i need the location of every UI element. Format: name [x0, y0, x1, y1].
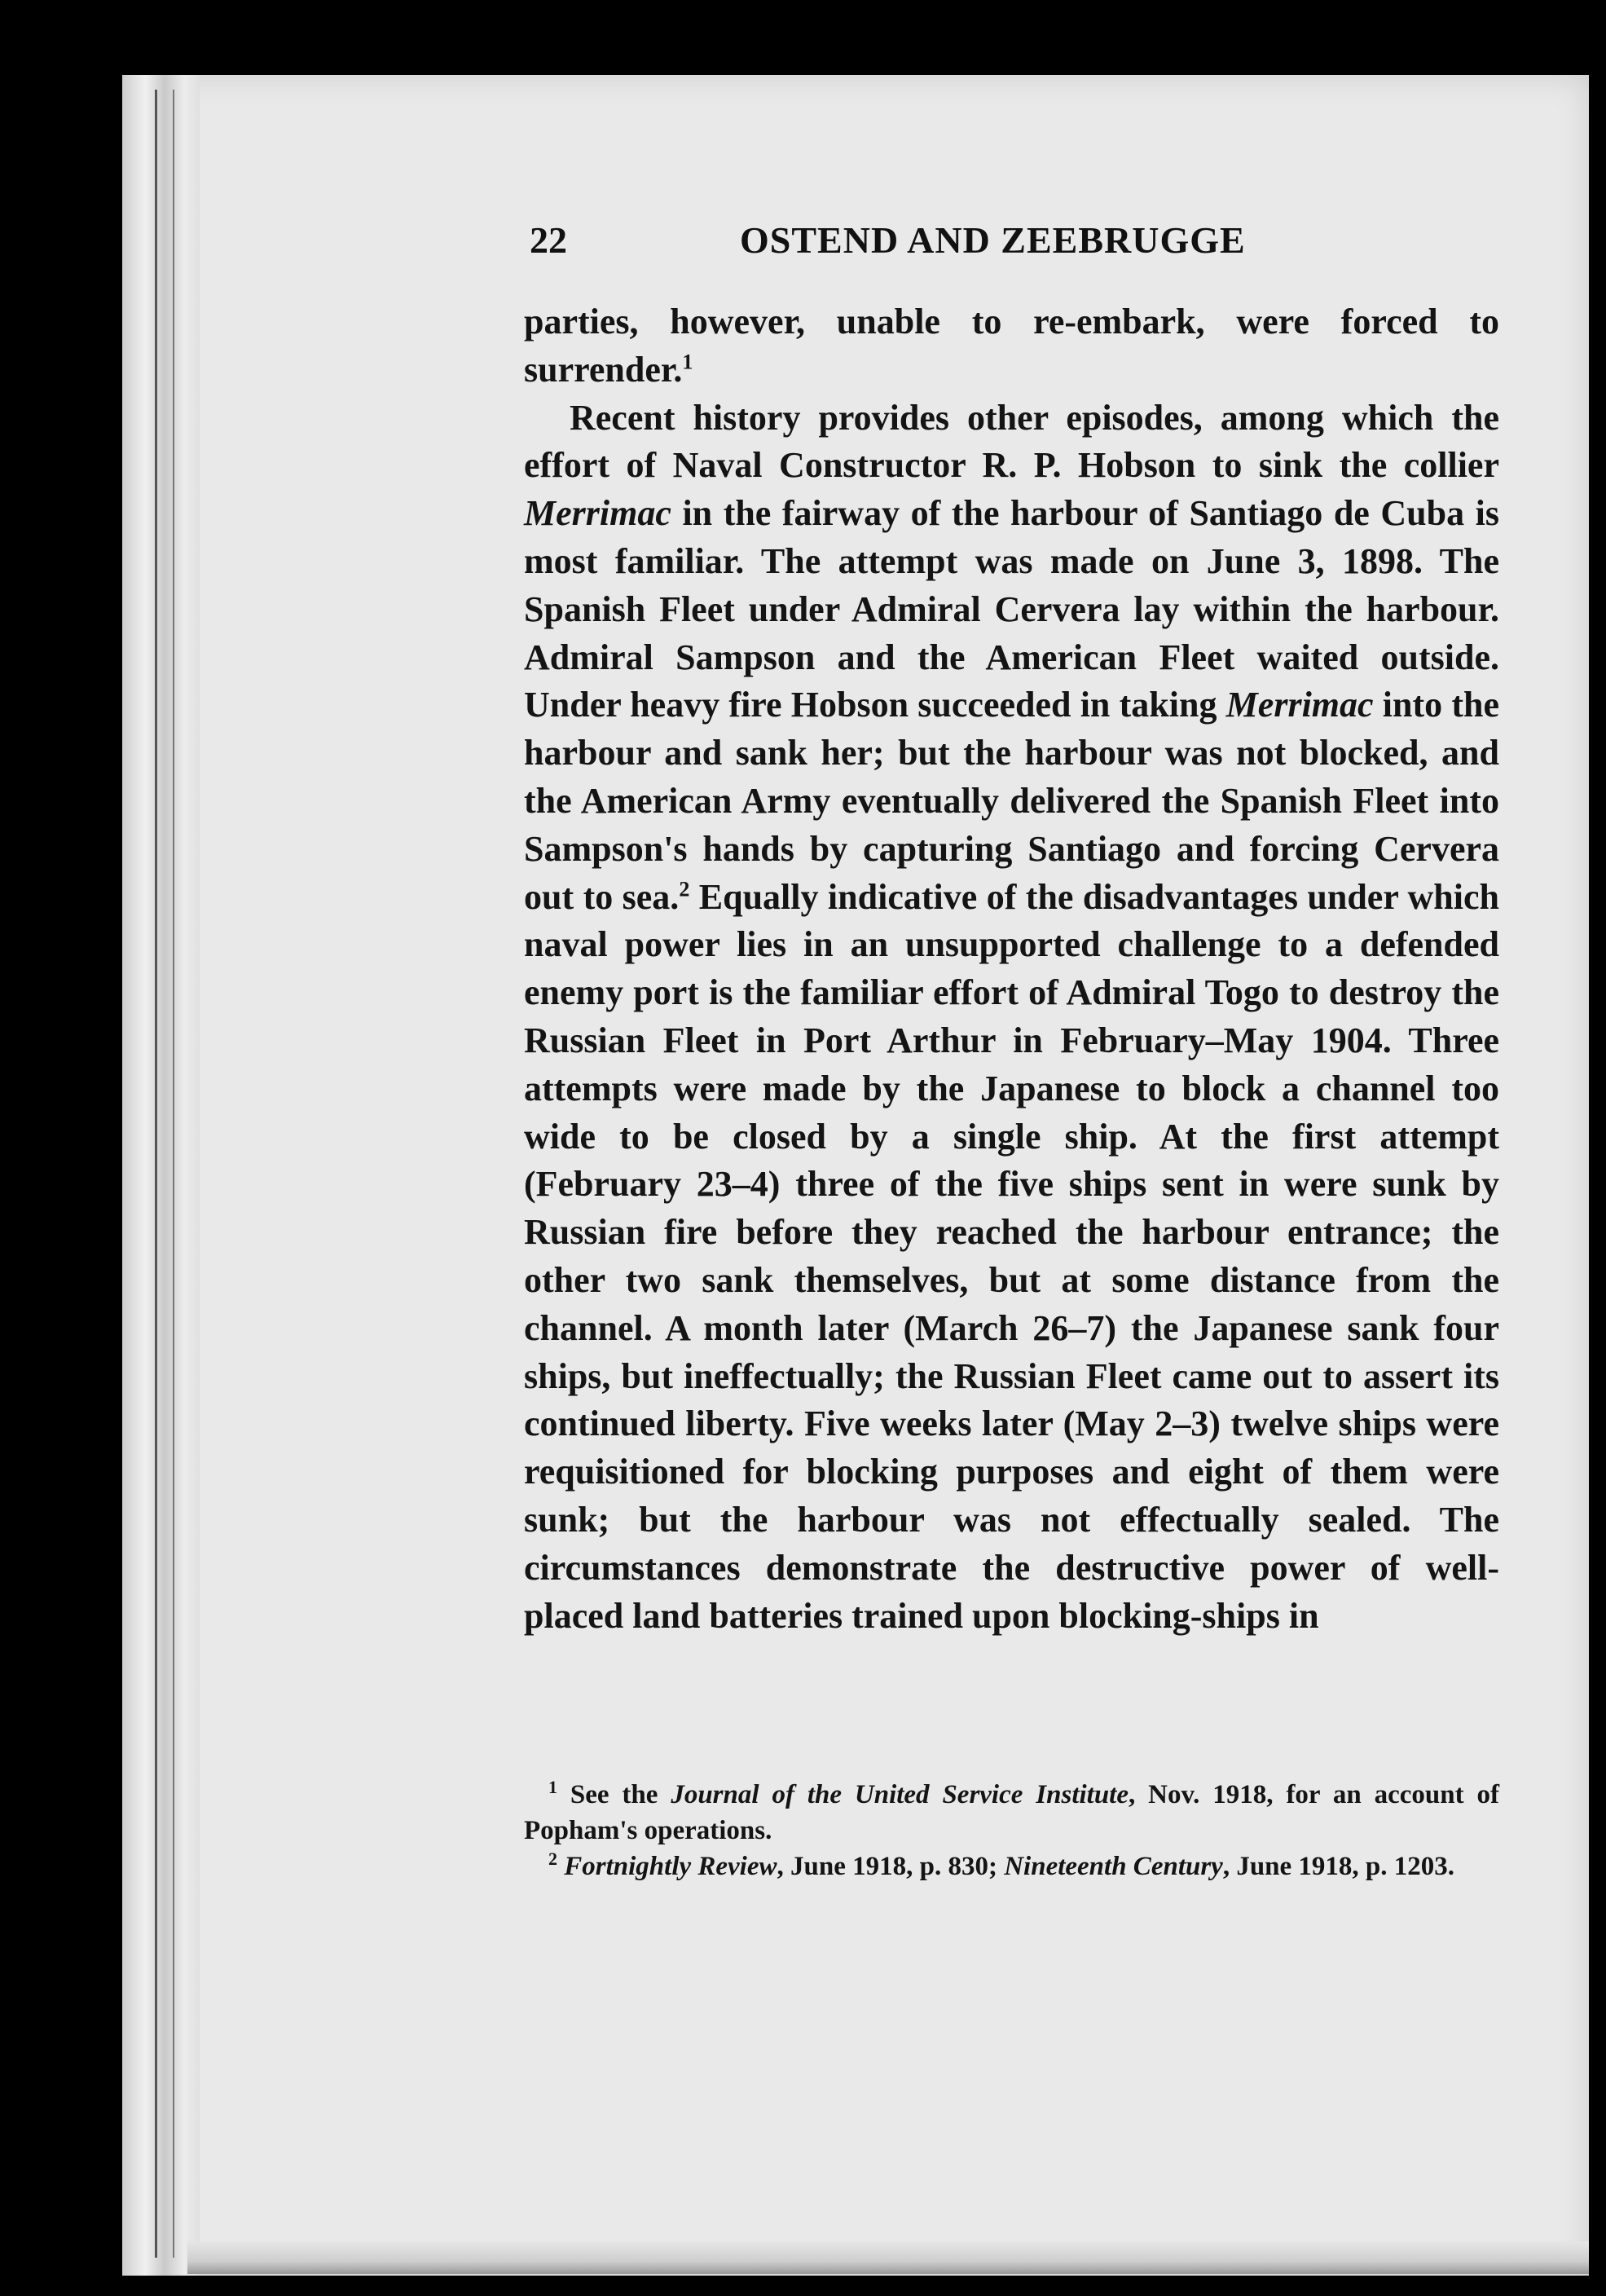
text-run: See the — [557, 1780, 671, 1809]
text-run: into the harbour and sank her; but the harbour was not blocked, and the American Army eventually delivered the Spanish Fleet into Sampson's hands by capturing Santiago and forcing Cervera out to sea. — [524, 685, 1500, 917]
ship-name: Merrimac — [524, 493, 671, 534]
spine-line — [155, 90, 157, 2258]
text-run: Recent history provides other episodes, among which the effort of Naval Constructor R. P. Hobson to sink the collier — [524, 397, 1499, 486]
footnote-mark: 1 — [548, 1777, 557, 1797]
footnote-ref: 1 — [682, 350, 693, 374]
publication-title: Fortnightly Review — [557, 1852, 777, 1881]
spine-line — [173, 90, 174, 2258]
footnote — [524, 1777, 1499, 1849]
page-number: 22 — [530, 219, 567, 261]
text-run: , June 1918, p. 1203. — [1222, 1852, 1455, 1881]
running-head: OSTEND AND ZEEBRUGGE — [740, 219, 1246, 261]
page-header — [530, 218, 1507, 267]
text-run: Equally indicative of the disadvantages under which naval power lies in an unsupported challenge to a defended enemy port is the familiar effort of Admiral Togo to destroy the Russian Fleet in Port Arthur in February–May 1904. Three attempts were made by the Japanese to block a channel too wide to be closed by a single ship. At the first attempt (February 23–4) three of the five ships sent in were sunk by Russian fire before they reached the harbour entrance; the other two sank themselves, but at some distance from the channel. A month later (March 26–7) the Japanese sank four ships, but ineffectually; the Russian Fleet came out to assert its continued liberty. Five weeks later (May 2–3) twelve ships were requisitioned for blocking purposes and eight of them were sunk; but the harbour was not effectually sealed. The circumstances demonstrate the destructive power of well-placed land batteries trained upon blocking-ships in — [524, 876, 1499, 1636]
publication-title: Journal of the United Service Institute — [671, 1780, 1129, 1809]
paragraph — [524, 394, 1499, 1641]
footnotes — [524, 1777, 1499, 1884]
body-text — [524, 298, 1499, 1640]
footnote — [524, 1849, 1499, 1884]
footnote-ref: 2 — [679, 876, 690, 901]
text-run: , June 1918, p. 830; — [777, 1852, 1005, 1881]
paragraph — [524, 298, 1499, 394]
text-run: parties, however, unable to re-embark, were forced to surrender. — [524, 302, 1499, 390]
ship-name: Merrimac — [1225, 685, 1374, 725]
page-bottom-edge — [187, 2241, 1589, 2274]
text-run: in the fairway of the harbour of Santiago de Cuba is most familiar. The attempt was made on June 3, 1898. The Spanish Fleet under Admiral Cervera lay within the harbour. Admiral Sampson and the American Fleet waited outside. Under heavy fire Hobson succeeded in taking — [524, 493, 1499, 725]
publication-title: Nineteenth Century — [1004, 1852, 1223, 1881]
footnote-mark: 2 — [548, 1849, 557, 1869]
book-spine — [122, 75, 200, 2276]
text-run: , Nov. 1918, for an account of Popham's operations. — [524, 1780, 1499, 1845]
